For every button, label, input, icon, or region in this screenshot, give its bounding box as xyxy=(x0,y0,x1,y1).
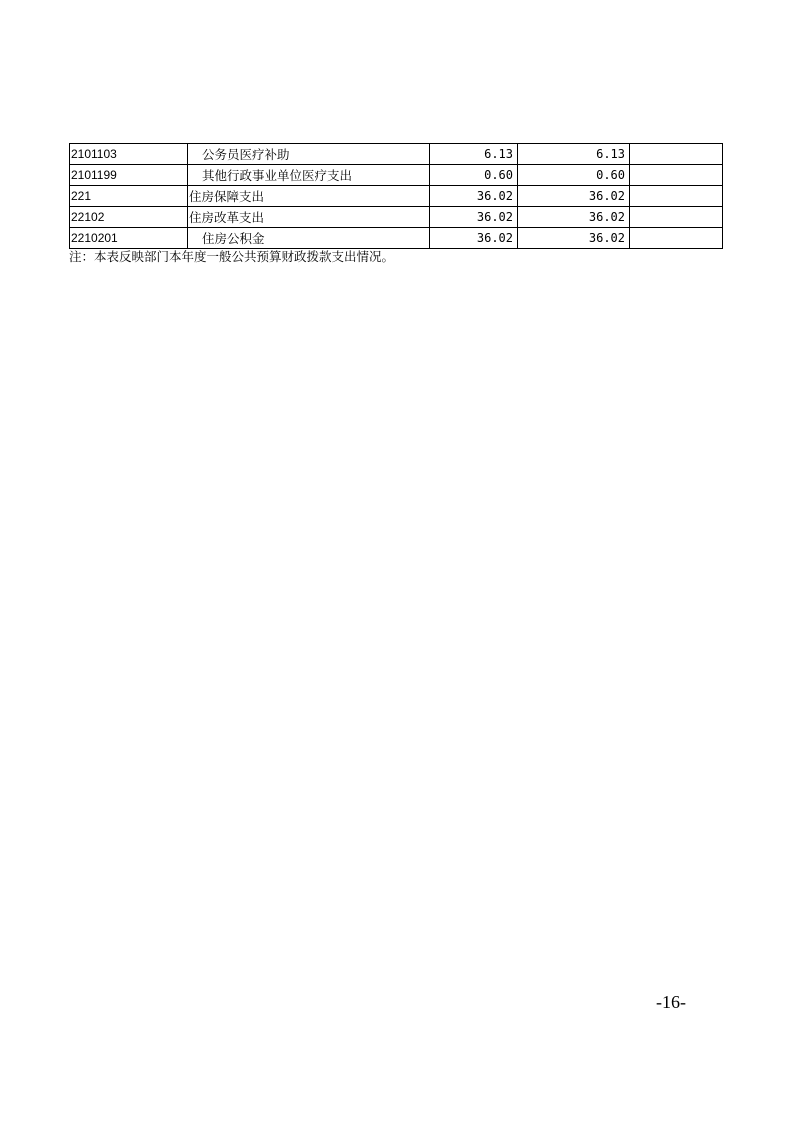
amount-basic: 0.60 xyxy=(518,165,630,186)
subject-name: 住房保障支出 xyxy=(188,186,430,207)
subject-name: 住房改革支出 xyxy=(188,207,430,228)
amount-project xyxy=(630,207,723,228)
table-note: 注：本表反映部门本年度一般公共预算财政拨款支出情况。 xyxy=(69,249,395,264)
subject-name: 住房公积金 xyxy=(188,228,430,249)
amount-total: 36.02 xyxy=(430,186,518,207)
amount-total: 0.60 xyxy=(430,165,518,186)
page-number: -16- xyxy=(656,992,686,1012)
amount-basic: 36.02 xyxy=(518,207,630,228)
subject-code: 221 xyxy=(70,186,188,207)
amount-project xyxy=(630,186,723,207)
amount-total: 36.02 xyxy=(430,207,518,228)
subject-code: 2101103 xyxy=(70,144,188,165)
amount-total: 36.02 xyxy=(430,228,518,249)
amount-project xyxy=(630,228,723,249)
subject-name: 其他行政事业单位医疗支出 xyxy=(188,165,430,186)
table-row xyxy=(70,186,723,207)
subject-code: 2210201 xyxy=(70,228,188,249)
amount-total: 6.13 xyxy=(430,144,518,165)
subject-name: 公务员医疗补助 xyxy=(188,144,430,165)
table-row xyxy=(70,228,723,249)
amount-project xyxy=(630,165,723,186)
table-row xyxy=(70,165,723,186)
budget-table xyxy=(69,143,723,249)
subject-code: 2101199 xyxy=(70,165,188,186)
amount-project xyxy=(630,144,723,165)
amount-basic: 36.02 xyxy=(518,186,630,207)
table-row xyxy=(70,144,723,165)
amount-basic: 6.13 xyxy=(518,144,630,165)
subject-code: 22102 xyxy=(70,207,188,228)
amount-basic: 36.02 xyxy=(518,228,630,249)
table-row xyxy=(70,207,723,228)
